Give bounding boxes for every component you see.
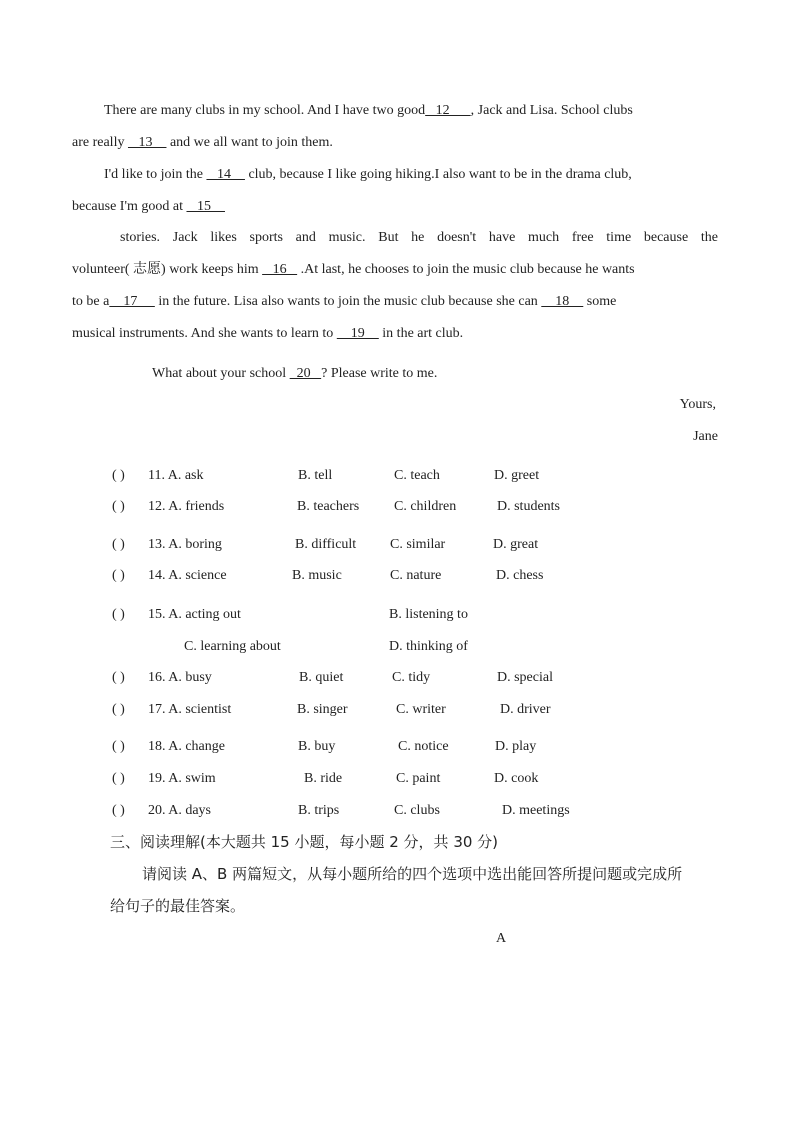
option-d: D. play [495,739,537,754]
blank-18: 18 [541,294,584,309]
blank-15: 15 [186,199,225,214]
option-c: C. nature [390,568,442,583]
blank-17: 17 [109,294,155,309]
letter-closing: Yours, [679,397,716,412]
option-c: C. writer [396,702,446,717]
option-b: B. quiet [299,670,344,685]
answer-paren[interactable]: ( ) [112,468,125,483]
option-b: B. buy [298,739,336,754]
passage-line-2: are really 13 and we all want to join them. [72,135,333,150]
option-b: B. singer [297,702,348,717]
option-c: C. tidy [392,670,431,685]
option-a: 18. A. change [148,739,225,754]
option-d: D. cook [494,771,539,786]
section-3-instructions-line-1: 请阅读 A、B 两篇短文，从每小题所给的四个选项中选出能回答所提问题或完成所 [142,865,683,883]
option-b: B. teachers [297,499,360,514]
blank-20: 20 [289,366,322,381]
answer-paren[interactable]: ( ) [112,702,125,717]
answer-paren[interactable]: ( ) [112,607,125,622]
option-d: D. great [493,537,539,552]
blank-16: 16 [262,262,298,277]
option-a: 20. A. days [148,803,211,818]
option-a: 11. A. ask [148,468,204,483]
option-d: D. chess [496,568,544,583]
blank-13: 13 [127,135,167,150]
letter-signature: Jane [693,429,718,444]
passage-line-9: What about your school 20 ? Please write to me. [152,366,438,381]
blank-14: 14 [206,167,245,182]
option-c: C. clubs [394,803,440,818]
passage-line-5: stories. Jack likes sports and music. But he doesn't have much free time because the [120,230,718,245]
option-b: B. tell [298,468,333,483]
answer-paren[interactable]: ( ) [112,771,125,786]
option-b: B. difficult [295,537,357,552]
answer-paren[interactable]: ( ) [112,803,125,818]
option-a: 14. A. science [148,568,227,583]
option-c: C. learning about [184,639,281,654]
answer-paren[interactable]: ( ) [112,670,125,685]
option-c: C. paint [396,771,441,786]
option-b: B. listening to [389,607,468,622]
passage-a-label: A [496,931,507,946]
option-a: 17. A. scientist [148,702,232,717]
option-d: D. students [497,499,560,514]
passage-line-7: to be a 17 in the future. Lisa also wants to join the music club because she can 18 some [72,294,617,309]
option-d: D. driver [500,702,551,717]
option-b: B. trips [298,803,340,818]
answer-paren[interactable]: ( ) [112,739,125,754]
option-d: D. meetings [502,803,570,818]
passage-line-6: volunteer( 志愿) work keeps him 16 .At last, he chooses to join the music club because he wants [72,262,635,277]
option-b: B. music [292,568,342,583]
blank-19: 19 [336,326,379,341]
passage-line-8: musical instruments. And she wants to learn to 19 in the art club. [72,326,464,341]
passage-line-1: There are many clubs in my school. And I have two good 12 , Jack and Lisa. School clubs [104,103,633,118]
option-d: D. greet [494,468,540,483]
option-c: C. children [394,499,457,514]
blank-12: 12 [425,103,471,118]
answer-paren[interactable]: ( ) [112,568,125,583]
option-c: C. teach [394,468,440,483]
option-d: D. special [497,670,553,685]
option-a: 15. A. acting out [148,607,241,622]
option-a: 13. A. boring [148,537,222,552]
option-a: 16. A. busy [148,670,212,685]
option-c: C. similar [390,537,446,552]
answer-paren[interactable]: ( ) [112,537,125,552]
option-c: C. notice [398,739,449,754]
passage-line-4: because I'm good at 15 [72,199,225,214]
section-3-instructions-line-2: 给句子的最佳答案。 [110,897,246,915]
option-d: D. thinking of [389,639,468,654]
answer-paren[interactable]: ( ) [112,499,125,514]
option-a: 19. A. swim [148,771,216,786]
option-a: 12. A. friends [148,499,225,514]
section-3-heading: 三、阅读理解(本大题共 15 小题，每小题 2 分，共 30 分) [110,833,499,851]
passage-line-3: I'd like to join the 14 club, because I like going hiking.I also want to be in the drama club, [104,167,632,182]
option-b: B. ride [304,771,343,786]
